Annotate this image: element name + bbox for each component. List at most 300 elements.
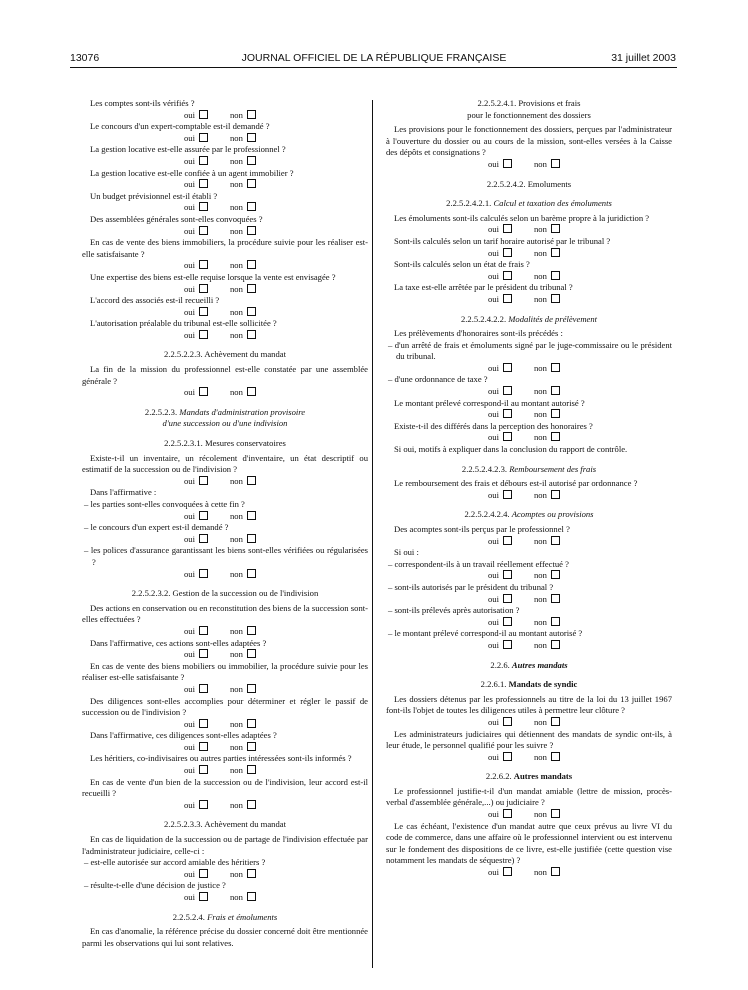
non-checkbox[interactable] bbox=[247, 534, 256, 543]
oui-label: oui bbox=[488, 386, 499, 397]
non-label: non bbox=[533, 751, 547, 762]
section-heading bbox=[82, 912, 368, 924]
oui-checkbox[interactable] bbox=[503, 570, 512, 579]
oui-checkbox[interactable] bbox=[199, 307, 208, 316]
section-title: Provisions et frais bbox=[518, 98, 581, 108]
non-checkbox[interactable] bbox=[551, 536, 560, 545]
non-checkbox[interactable] bbox=[247, 226, 256, 235]
section-number: 2.2.5.2.4.2.2. bbox=[460, 313, 507, 324]
non-checkbox[interactable] bbox=[247, 892, 256, 901]
section-title: Autres mandats bbox=[513, 771, 573, 782]
list-item: – sont-ils prélevés après autorisation ? bbox=[388, 605, 520, 616]
oui-label: oui bbox=[184, 568, 195, 579]
question-text: En cas de vente des biens mobiliers ou immobilier, la procédure suivie pour les réaliser est-elle satisfaisante ? bbox=[82, 660, 368, 683]
section-title: Modalités de prélèvement bbox=[508, 313, 598, 324]
non-label: non bbox=[533, 489, 547, 500]
oui-label: oui bbox=[184, 533, 195, 544]
section-title: Mandats d'administration provisoire bbox=[179, 406, 306, 417]
oui-label: oui bbox=[184, 625, 195, 636]
oui-label: oui bbox=[184, 132, 195, 143]
section-number: 2.2.5.2.4.1. bbox=[477, 98, 517, 108]
section-title: Mandats de syndic bbox=[508, 679, 578, 690]
non-label: non bbox=[229, 155, 243, 166]
question-text: La gestion locative est-elle assurée par le professionnel ? bbox=[90, 144, 286, 155]
non-checkbox[interactable] bbox=[247, 719, 256, 728]
answer-row bbox=[386, 490, 672, 502]
section-number: 2.2.5.2.4.2.3. bbox=[461, 463, 508, 474]
list-item: – les parties sont-elles convoquées à cette fin ? bbox=[84, 499, 245, 509]
list-item: – d'un arrêté de frais et émoluments signé par le juge-commissaire ou le président du tribunal. bbox=[388, 339, 672, 362]
oui-label: oui bbox=[488, 751, 499, 762]
non-label: non bbox=[533, 270, 547, 281]
oui-checkbox[interactable] bbox=[199, 202, 208, 211]
oui-checkbox[interactable] bbox=[503, 490, 512, 499]
oui-label: oui bbox=[488, 867, 499, 878]
oui-label: oui bbox=[488, 570, 499, 581]
non-checkbox[interactable] bbox=[247, 284, 256, 293]
oui-checkbox[interactable] bbox=[199, 742, 208, 751]
section-title: Emoluments bbox=[527, 178, 572, 189]
question-text: Des acomptes sont-ils perçus par le professionnel ? bbox=[394, 524, 570, 534]
question-text: Dans l'affirmative : bbox=[90, 487, 157, 498]
answer-row bbox=[386, 409, 672, 421]
question-text: La taxe est-elle arrêtée par le président du tribunal ? bbox=[394, 282, 573, 293]
non-label: non bbox=[533, 224, 547, 235]
question-text: Un budget prévisionnel est-il établi ? bbox=[90, 190, 218, 201]
non-label: non bbox=[533, 158, 547, 169]
section-title: Remboursement des frais bbox=[509, 463, 597, 474]
section-heading bbox=[386, 198, 672, 210]
oui-checkbox[interactable] bbox=[503, 363, 512, 372]
oui-checkbox[interactable] bbox=[199, 476, 208, 485]
non-label: non bbox=[533, 809, 547, 820]
answer-row bbox=[82, 476, 368, 488]
non-label: non bbox=[533, 409, 547, 420]
non-label: non bbox=[229, 510, 243, 521]
non-label: non bbox=[229, 625, 243, 636]
non-label: non bbox=[533, 639, 547, 650]
oui-label: oui bbox=[184, 475, 195, 486]
non-label: non bbox=[533, 362, 547, 373]
question-text: Dans l'affirmative, ces diligences sont-elles adaptées ? bbox=[90, 730, 277, 741]
non-label: non bbox=[229, 225, 243, 236]
section-number: 2.2.5.2.3.3. bbox=[164, 819, 203, 830]
non-checkbox[interactable] bbox=[247, 476, 256, 485]
non-checkbox[interactable] bbox=[551, 717, 560, 726]
non-label: non bbox=[229, 568, 243, 579]
answer-row bbox=[82, 684, 368, 696]
oui-label: oui bbox=[488, 362, 499, 373]
section-number: 2.2.5.2.3. bbox=[144, 406, 178, 417]
question-text: Des diligences sont-elles accomplies pour déterminer et régler le passif de succession ou de l'indivision ? bbox=[82, 695, 368, 718]
oui-checkbox[interactable] bbox=[199, 626, 208, 635]
non-checkbox[interactable] bbox=[247, 307, 256, 316]
non-label: non bbox=[229, 283, 243, 294]
non-label: non bbox=[229, 387, 243, 398]
section-number: 2.2.6.1. bbox=[480, 679, 507, 690]
non-checkbox[interactable] bbox=[247, 800, 256, 809]
non-label: non bbox=[229, 718, 243, 729]
non-label: non bbox=[533, 247, 547, 258]
non-checkbox[interactable] bbox=[247, 156, 256, 165]
non-checkbox[interactable] bbox=[551, 159, 560, 168]
answer-row bbox=[386, 536, 672, 548]
section-title: Mesures conservatoires bbox=[204, 438, 286, 449]
oui-checkbox[interactable] bbox=[503, 617, 512, 626]
oui-label: oui bbox=[488, 247, 499, 258]
non-label: non bbox=[229, 109, 243, 120]
oui-checkbox[interactable] bbox=[199, 511, 208, 520]
section-heading bbox=[82, 819, 368, 831]
non-label: non bbox=[229, 741, 243, 752]
section-heading bbox=[82, 349, 368, 361]
oui-checkbox[interactable] bbox=[503, 809, 512, 818]
question-text: Les comptes sont-ils vérifiés ? bbox=[90, 98, 195, 108]
oui-checkbox[interactable] bbox=[503, 159, 512, 168]
non-checkbox[interactable] bbox=[247, 765, 256, 774]
list-item: – le concours d'un expert est-il demandé ? bbox=[84, 522, 229, 533]
oui-checkbox[interactable] bbox=[503, 409, 512, 418]
answer-row bbox=[386, 248, 672, 260]
column-divider bbox=[372, 100, 373, 968]
question-text: Existe-t-il des différés dans la perception des honoraires ? bbox=[394, 420, 593, 431]
right-column bbox=[386, 98, 672, 879]
answer-row bbox=[82, 511, 368, 523]
non-checkbox[interactable] bbox=[551, 224, 560, 233]
question-text: Les émoluments sont-ils calculés selon un barème propre à la juridiction ? bbox=[394, 212, 650, 223]
oui-checkbox[interactable] bbox=[199, 800, 208, 809]
non-checkbox[interactable] bbox=[551, 386, 560, 395]
section-number: 2.2.5.2.4.2.1. bbox=[446, 198, 492, 209]
non-checkbox[interactable] bbox=[551, 271, 560, 280]
non-checkbox[interactable] bbox=[551, 640, 560, 649]
oui-label: oui bbox=[488, 809, 499, 820]
question-text: Des assemblées générales sont-elles convoquées ? bbox=[90, 213, 263, 224]
non-label: non bbox=[229, 179, 243, 190]
non-label: non bbox=[533, 535, 547, 546]
question-text: Une expertise des biens est-elle requise lorsque la vente est envisagée ? bbox=[90, 271, 336, 282]
non-checkbox[interactable] bbox=[247, 649, 256, 658]
section-title: Calcul et taxation des émoluments bbox=[493, 198, 612, 209]
non-checkbox[interactable] bbox=[551, 594, 560, 603]
non-checkbox[interactable] bbox=[247, 202, 256, 211]
oui-checkbox[interactable] bbox=[199, 133, 208, 142]
oui-checkbox[interactable] bbox=[199, 892, 208, 901]
oui-checkbox[interactable] bbox=[199, 179, 208, 188]
answer-row bbox=[386, 159, 672, 171]
oui-checkbox[interactable] bbox=[503, 640, 512, 649]
oui-checkbox[interactable] bbox=[199, 569, 208, 578]
question-text: L'accord des associés est-il recueilli ? bbox=[90, 295, 220, 306]
answer-row bbox=[386, 363, 672, 375]
answer-row bbox=[82, 387, 368, 399]
question-text: Les provisions pour le fonctionnement des dossiers, perçues par l'administrateur à l'ouverture du dossier ou au cours de la mission, sont-elles versées à la Caisse des dépôts et consignations ? bbox=[386, 124, 672, 158]
question-text: Les prélèvements d'honoraires sont-ils précédés : bbox=[394, 328, 563, 339]
question-text: En cas d'anomalie, la référence précise du dossier concerné doit être mentionnée parmi les observations qui lui sont relatives. bbox=[82, 926, 368, 948]
answer-row bbox=[386, 717, 672, 729]
non-checkbox[interactable] bbox=[551, 409, 560, 418]
question-text: La gestion locative est-elle confiée à un agent immobilier ? bbox=[90, 167, 294, 178]
non-checkbox[interactable] bbox=[551, 490, 560, 499]
oui-label: oui bbox=[184, 329, 195, 340]
section-title: Acomptes ou provisions bbox=[511, 509, 594, 520]
non-label: non bbox=[229, 649, 243, 660]
non-label: non bbox=[229, 132, 243, 143]
section-number: 2.2.5.2.4.2. bbox=[486, 178, 526, 189]
non-label: non bbox=[533, 616, 547, 627]
section-heading bbox=[386, 314, 672, 326]
non-label: non bbox=[229, 868, 243, 879]
oui-checkbox[interactable] bbox=[199, 110, 208, 119]
oui-label: oui bbox=[488, 716, 499, 727]
list-item: – sont-ils autorisés par le président du tribunal ? bbox=[388, 581, 554, 592]
answer-row bbox=[82, 260, 368, 272]
answer-row bbox=[82, 330, 368, 342]
section-heading bbox=[82, 407, 368, 430]
oui-label: oui bbox=[488, 616, 499, 627]
non-checkbox[interactable] bbox=[551, 752, 560, 761]
section-title-line2: pour le fonctionnement des dossiers bbox=[467, 109, 591, 120]
oui-checkbox[interactable] bbox=[199, 226, 208, 235]
non-label: non bbox=[229, 683, 243, 694]
oui-label: oui bbox=[184, 741, 195, 752]
section-title: Autres mandats bbox=[511, 659, 568, 670]
oui-checkbox[interactable] bbox=[199, 869, 208, 878]
oui-label: oui bbox=[184, 765, 195, 776]
answer-row bbox=[82, 179, 368, 191]
oui-checkbox[interactable] bbox=[503, 536, 512, 545]
section-number: 2.2.5.2.2.3. bbox=[164, 349, 203, 360]
non-label: non bbox=[229, 306, 243, 317]
left-column bbox=[82, 98, 368, 949]
list-item: – d'une ordonnance de taxe ? bbox=[388, 374, 488, 385]
non-label: non bbox=[229, 765, 243, 776]
answer-row bbox=[82, 569, 368, 581]
section-heading bbox=[386, 660, 672, 672]
oui-checkbox[interactable] bbox=[503, 594, 512, 603]
question-text: Sont-ils calculés selon un état de frais ? bbox=[394, 259, 530, 270]
non-checkbox[interactable] bbox=[551, 363, 560, 372]
oui-checkbox[interactable] bbox=[199, 387, 208, 396]
oui-checkbox[interactable] bbox=[503, 271, 512, 280]
answer-row bbox=[82, 284, 368, 296]
oui-label: oui bbox=[184, 649, 195, 660]
oui-label: oui bbox=[184, 260, 195, 271]
answer-row bbox=[82, 110, 368, 122]
answer-row bbox=[82, 869, 368, 881]
section-title: Achèvement du mandat bbox=[204, 819, 286, 830]
oui-checkbox[interactable] bbox=[199, 719, 208, 728]
non-label: non bbox=[533, 432, 547, 443]
oui-label: oui bbox=[184, 510, 195, 521]
non-label: non bbox=[533, 593, 547, 604]
non-checkbox[interactable] bbox=[247, 742, 256, 751]
oui-label: oui bbox=[184, 225, 195, 236]
non-label: non bbox=[229, 260, 243, 271]
section-heading bbox=[82, 588, 368, 600]
oui-checkbox[interactable] bbox=[199, 330, 208, 339]
section-heading bbox=[386, 771, 672, 783]
question-text: L'autorisation préalable du tribunal est-elle sollicitée ? bbox=[90, 318, 277, 329]
oui-label: oui bbox=[488, 293, 499, 304]
oui-checkbox[interactable] bbox=[199, 649, 208, 658]
non-label: non bbox=[533, 293, 547, 304]
non-checkbox[interactable] bbox=[247, 569, 256, 578]
list-item: – résulte-t-elle d'une décision de justice ? bbox=[84, 880, 226, 891]
section-title-line2: d'une succession ou d'une indivision bbox=[162, 418, 288, 429]
answer-row bbox=[82, 626, 368, 638]
non-checkbox[interactable] bbox=[551, 570, 560, 579]
answer-row bbox=[82, 649, 368, 661]
section-title: Achèvement du mandat bbox=[204, 349, 286, 360]
non-checkbox[interactable] bbox=[247, 626, 256, 635]
question-text: En cas de vente des biens immobiliers, la procédure suivie pour les réaliser est-elle satisfaisante ? bbox=[82, 237, 368, 259]
answer-row bbox=[82, 133, 368, 145]
oui-label: oui bbox=[488, 409, 499, 420]
oui-checkbox[interactable] bbox=[503, 752, 512, 761]
non-checkbox[interactable] bbox=[551, 867, 560, 876]
non-label: non bbox=[533, 570, 547, 581]
non-label: non bbox=[229, 533, 243, 544]
journal-title: JOURNAL OFFICIEL DE LA RÉPUBLIQUE FRANÇAISE bbox=[241, 52, 507, 64]
non-label: non bbox=[533, 716, 547, 727]
answer-row bbox=[386, 294, 672, 306]
question-text: Le remboursement des frais et débours est-il autorisé par ordonnance ? bbox=[394, 478, 638, 489]
oui-label: oui bbox=[184, 179, 195, 190]
oui-checkbox[interactable] bbox=[199, 284, 208, 293]
oui-checkbox[interactable] bbox=[503, 248, 512, 257]
oui-label: oui bbox=[488, 432, 499, 443]
question-text: En cas de vente d'un bien de la succession ou de l'indivision, leur accord est-il recueilli ? bbox=[82, 776, 368, 799]
oui-label: oui bbox=[184, 718, 195, 729]
non-checkbox[interactable] bbox=[551, 809, 560, 818]
non-checkbox[interactable] bbox=[247, 869, 256, 878]
non-checkbox[interactable] bbox=[551, 617, 560, 626]
answer-row bbox=[82, 226, 368, 238]
non-checkbox[interactable] bbox=[551, 248, 560, 257]
answer-row bbox=[82, 202, 368, 214]
non-checkbox[interactable] bbox=[247, 179, 256, 188]
section-heading bbox=[386, 464, 672, 476]
oui-label: oui bbox=[184, 306, 195, 317]
question-text: Des actions en conservation ou en reconstitution des biens de la succession sont-elles effectuées ? bbox=[82, 602, 368, 625]
non-checkbox[interactable] bbox=[247, 260, 256, 269]
question-text: Si oui : bbox=[394, 547, 419, 558]
oui-label: oui bbox=[488, 535, 499, 546]
answer-row bbox=[82, 765, 368, 777]
section-heading bbox=[386, 679, 672, 691]
non-label: non bbox=[229, 329, 243, 340]
oui-label: oui bbox=[488, 158, 499, 169]
page-number: 13076 bbox=[70, 52, 100, 64]
answer-row bbox=[82, 719, 368, 731]
question-text: Les héritiers, co-indivisaires ou autres parties intéressées sont-ils informés ? bbox=[90, 753, 352, 764]
question-text: Les dossiers détenus par les professionnels au titre de la loi du 13 juillet 1967 font-ils l'objet de toutes les diligences utiles à permettre leur clôture ? bbox=[386, 693, 672, 716]
oui-checkbox[interactable] bbox=[503, 224, 512, 233]
oui-checkbox[interactable] bbox=[199, 260, 208, 269]
oui-checkbox[interactable] bbox=[199, 156, 208, 165]
oui-label: oui bbox=[184, 868, 195, 879]
section-number: 2.2.5.2.4.2.4. bbox=[464, 509, 510, 520]
answer-row bbox=[82, 534, 368, 546]
oui-label: oui bbox=[184, 202, 195, 213]
oui-checkbox[interactable] bbox=[503, 432, 512, 441]
question-text: Sont-ils calculés selon un tarif horaire autorisé par le tribunal ? bbox=[394, 235, 611, 246]
oui-checkbox[interactable] bbox=[503, 386, 512, 395]
oui-label: oui bbox=[184, 283, 195, 294]
answer-row bbox=[386, 867, 672, 879]
answer-row bbox=[386, 271, 672, 283]
question-text: Dans l'affirmative, ces actions sont-elles adaptées ? bbox=[90, 637, 267, 648]
answer-row bbox=[82, 892, 368, 904]
list-item: – correspondent-ils à un travail réellement effectué ? bbox=[388, 558, 569, 569]
non-checkbox[interactable] bbox=[247, 511, 256, 520]
non-checkbox[interactable] bbox=[247, 133, 256, 142]
answer-row bbox=[386, 432, 672, 444]
oui-checkbox[interactable] bbox=[503, 717, 512, 726]
oui-label: oui bbox=[184, 799, 195, 810]
oui-checkbox[interactable] bbox=[199, 684, 208, 693]
oui-checkbox[interactable] bbox=[199, 765, 208, 774]
non-checkbox[interactable] bbox=[247, 110, 256, 119]
non-checkbox[interactable] bbox=[551, 432, 560, 441]
question-text: Existe-t-il un inventaire, un récolement d'inventaire, un état descriptif ou estimatif de la succession ou de l'indivision ? bbox=[82, 452, 368, 475]
question-text: Le montant prélevé correspond-il au montant autorisé ? bbox=[394, 397, 585, 408]
section-title: Frais et émoluments bbox=[207, 911, 278, 922]
oui-label: oui bbox=[488, 639, 499, 650]
non-label: non bbox=[533, 867, 547, 878]
list-item: – les polices d'assurance garantissant les biens sont-elles vérifiées ou régularisées ? bbox=[84, 545, 368, 567]
non-label: non bbox=[229, 799, 243, 810]
answer-row bbox=[386, 224, 672, 236]
answer-row bbox=[82, 307, 368, 319]
oui-checkbox[interactable] bbox=[503, 867, 512, 876]
oui-label: oui bbox=[488, 489, 499, 500]
section-heading bbox=[386, 509, 672, 521]
section-number: 2.2.5.2.4. bbox=[172, 911, 205, 922]
non-checkbox[interactable] bbox=[247, 684, 256, 693]
non-label: non bbox=[229, 892, 243, 902]
question-text: Les administrateurs judiciaires qui détiennent des mandats de syndic ont-ils, à leur étude, le personnel qualifié pour les suivre ? bbox=[386, 728, 672, 751]
oui-label: oui bbox=[184, 155, 195, 166]
oui-label: oui bbox=[184, 387, 195, 398]
section-heading bbox=[386, 179, 672, 191]
answer-row bbox=[386, 752, 672, 764]
answer-row bbox=[386, 570, 672, 582]
question-text: Le concours d'un expert-comptable est-il demandé ? bbox=[90, 121, 270, 132]
non-checkbox[interactable] bbox=[551, 294, 560, 303]
oui-label: oui bbox=[488, 593, 499, 604]
oui-checkbox[interactable] bbox=[503, 294, 512, 303]
non-label: non bbox=[533, 386, 547, 397]
section-number: 2.2.5.2.3.2. bbox=[131, 588, 171, 599]
oui-label: oui bbox=[184, 683, 195, 694]
non-checkbox[interactable] bbox=[247, 387, 256, 396]
question-text: En cas de liquidation de la succession ou de partage de l'indivision effectuée par l'administrateur judiciaire, celle-ci : bbox=[82, 834, 368, 856]
answer-row bbox=[82, 156, 368, 168]
list-item: – le montant prélevé correspond-il au montant autorisé ? bbox=[388, 628, 583, 639]
header-rule bbox=[70, 67, 677, 68]
answer-row bbox=[386, 594, 672, 606]
question-text: Si oui, motifs à expliquer dans la conclusion du rapport de contrôle. bbox=[394, 444, 628, 455]
non-label: non bbox=[229, 475, 243, 486]
section-number: 2.2.5.2.3.1. bbox=[164, 438, 203, 449]
answer-row bbox=[386, 640, 672, 652]
non-checkbox[interactable] bbox=[247, 330, 256, 339]
oui-checkbox[interactable] bbox=[199, 534, 208, 543]
section-heading bbox=[82, 438, 368, 450]
section-heading bbox=[386, 98, 672, 121]
